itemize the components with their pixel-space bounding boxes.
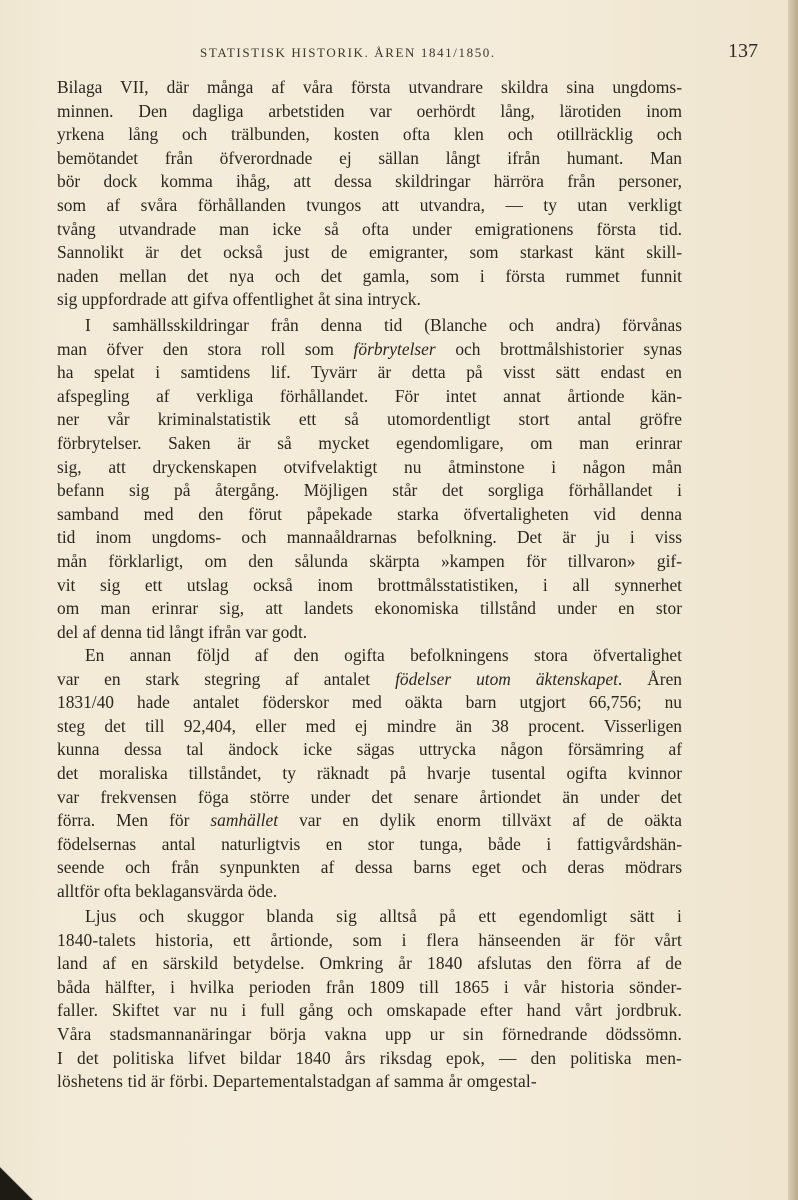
text-line — [57, 265, 682, 289]
page-number: 137 — [728, 40, 758, 62]
text-line — [57, 856, 682, 880]
italic-emphasis: förbrytelser — [353, 338, 436, 359]
text-segment: det moraliska tillståndet, ty räknadt på hvarje tusental ogifta kvinnor — [57, 762, 682, 783]
text-segment: kunna dessa tal ändock icke sägas uttrycka någon försämring af — [57, 739, 682, 760]
text-segment: alltför ofta beklagansvärda öde. — [57, 880, 278, 901]
text-line — [57, 762, 682, 786]
text-segment: . Åren — [617, 668, 682, 689]
text-segment: sig uppfordrade att gifva offentlighet åt sina intryck. — [57, 289, 421, 310]
text-line — [57, 809, 682, 833]
text-line — [57, 314, 682, 338]
text-segment: afspegling af verkliga förhållandet. För intet annat årtionde kän- — [57, 385, 682, 406]
text-line — [57, 408, 682, 432]
text-segment: om man erinrar sig, att landets ekonomiska tillstånd under en stor — [57, 598, 682, 619]
italic-emphasis: samhället — [210, 810, 279, 831]
text-segment: var frekvensen föga större under det senare årtiondet än under det — [57, 786, 682, 807]
text-segment: man öfver den stora roll som — [57, 338, 354, 359]
text-line — [57, 194, 682, 218]
text-segment: ner vår kriminalstatistik ett så utomordentligt stort antal gröfre — [57, 409, 682, 430]
text-line — [57, 786, 682, 810]
text-segment: var en dylik enorm tillväxt af de oäkta — [278, 810, 682, 831]
text-segment: samband med den förut påpekade starka öfvertaligheten vid denna — [57, 503, 682, 524]
text-segment: förbrytelser. Saken är så mycket egendomligare, om man erinrar — [57, 432, 682, 453]
text-line — [57, 976, 682, 1000]
text-segment: del af denna tid långt ifrån var godt. — [57, 621, 308, 642]
text-line — [57, 644, 682, 668]
text-segment: I samhällsskildringar från denna tid (Blanche och andra) förvånas — [85, 315, 682, 335]
text-segment: naden mellan det nya och det gamla, som i första rummet funnit — [57, 265, 682, 286]
page-edge — [788, 0, 798, 1200]
text-line — [57, 691, 682, 715]
text-line — [57, 929, 682, 953]
paragraph-4 — [57, 905, 682, 1094]
text-segment: ha spelat i samtidens lif. Tyvärr är detta på visst sätt endast en — [57, 362, 682, 383]
text-line — [57, 715, 682, 739]
paragraph-1 — [57, 76, 682, 312]
italic-emphasis: födelser utom äktenskapet — [395, 668, 618, 689]
text-line — [57, 76, 682, 100]
text-line — [57, 999, 682, 1023]
text-line — [57, 833, 682, 857]
text-line — [57, 1047, 682, 1071]
text-segment: bemötandet från öfverordnade ej sällan långt ifrån humant. Man — [57, 147, 682, 168]
text-segment: båda hälfter, i hvilka perioden från 1809 till 1865 i vår historia sönder- — [57, 976, 682, 997]
text-segment: Sannolikt är det också just de emigranter, som starkast känt skill- — [57, 242, 682, 263]
text-segment: förra. Men för — [57, 810, 211, 831]
text-line — [57, 574, 682, 598]
text-line — [57, 147, 682, 171]
text-line — [57, 738, 682, 762]
text-segment: Våra stadsmannanäringar börja vakna upp ur sin förnedrande dödssömn. — [57, 1023, 682, 1044]
text-line — [57, 503, 682, 527]
text-segment: 1831/40 hade antalet föderskor med oäkta barn utgjort 66,756; nu — [57, 692, 682, 713]
text-segment: som af svåra förhållanden tvungos att utvandra, — ty utan verkligt — [57, 194, 682, 215]
text-segment: bör dock komma ihåg, att dessa skildringar härröra från personer, — [57, 171, 682, 192]
text-segment: sig, att dryckenskapen otvifvelaktigt nu åtminstone i någon mån — [57, 456, 682, 477]
text-line — [57, 668, 682, 692]
text-line — [57, 880, 682, 904]
text-line — [57, 100, 682, 124]
text-line — [57, 905, 682, 929]
text-line — [57, 123, 682, 147]
text-segment: minnen. Den dagliga arbetstiden var oerhördt lång, lärotiden inom — [57, 100, 682, 121]
text-segment: tid inom ungdoms- och mannaåldrarnas befolkning. Det är ju i viss — [57, 527, 682, 548]
text-segment: mån förklarligt, om den sålunda skärpta »kampen för tillvaron» gif- — [57, 550, 682, 571]
text-segment: Bilaga VII, där många af våra första utvandrare skildra sina ungdoms- — [57, 77, 682, 97]
text-line — [57, 952, 682, 976]
text-line — [57, 361, 682, 385]
text-segment: och brottmålshistorier synas — [435, 338, 682, 359]
text-segment: Ljus och skuggor blanda sig alltså på ett egendomligt sätt i — [85, 906, 682, 926]
text-line — [57, 526, 682, 550]
paragraph-2 — [57, 314, 682, 644]
text-segment: faller. Skiftet var nu i full gång och omskapade efter hand vårt jordbruk. — [57, 1000, 682, 1021]
text-segment: En annan följd af den ogifta befolkningens stora öfvertalighet — [85, 645, 682, 665]
text-segment: steg det till 92,404, eller med ej mindre än 38 procent. Visserligen — [57, 715, 682, 736]
text-segment: befann sig på återgång. Möjligen står det sorgliga förhållandet i — [57, 480, 682, 501]
text-line — [57, 597, 682, 621]
text-line — [57, 432, 682, 456]
text-line — [57, 479, 682, 503]
text-line — [57, 385, 682, 409]
text-line — [57, 338, 682, 362]
text-segment: 1840-talets historia, ett årtionde, som i flera hänseenden är för vårt — [57, 929, 682, 950]
text-segment: land af en särskild betydelse. Omkring år 1840 afslutas den förra af de — [57, 953, 682, 974]
running-header: STATISTISK HISTORIK. ÅREN 1841/1850. — [200, 45, 496, 60]
text-segment: tvång utvandrade man icke så ofta under emigrationens första tid. — [57, 218, 682, 239]
text-segment: födelsernas antal naturligtvis en stor tunga, både i fattigvårdshän- — [57, 833, 682, 854]
paragraph-3 — [57, 644, 682, 904]
scan-corner-shadow — [0, 1160, 40, 1200]
text-line — [57, 241, 682, 265]
text-segment: vit sig ett utslag också inom brottmålsstatistiken, i all synnerhet — [57, 574, 682, 595]
text-line — [57, 218, 682, 242]
text-line — [57, 456, 682, 480]
text-line — [57, 170, 682, 194]
text-segment: yrkena lång och trälbunden, kosten ofta klen och otillräcklig och — [57, 124, 682, 145]
text-segment: var en stark stegring af antalet — [57, 668, 396, 689]
text-segment: löshetens tid är förbi. Departementalstadgan af samma år omgestal- — [57, 1071, 537, 1092]
text-line — [57, 1023, 682, 1047]
text-line — [57, 1070, 682, 1094]
text-line — [57, 550, 682, 574]
text-line — [57, 288, 682, 312]
text-segment: I det politiska lifvet bildar 1840 års riksdag epok, — den politiska men- — [57, 1047, 682, 1068]
text-line — [57, 621, 682, 645]
text-segment: seende och från synpunkten af dessa barns eget och deras mödrars — [57, 857, 682, 878]
